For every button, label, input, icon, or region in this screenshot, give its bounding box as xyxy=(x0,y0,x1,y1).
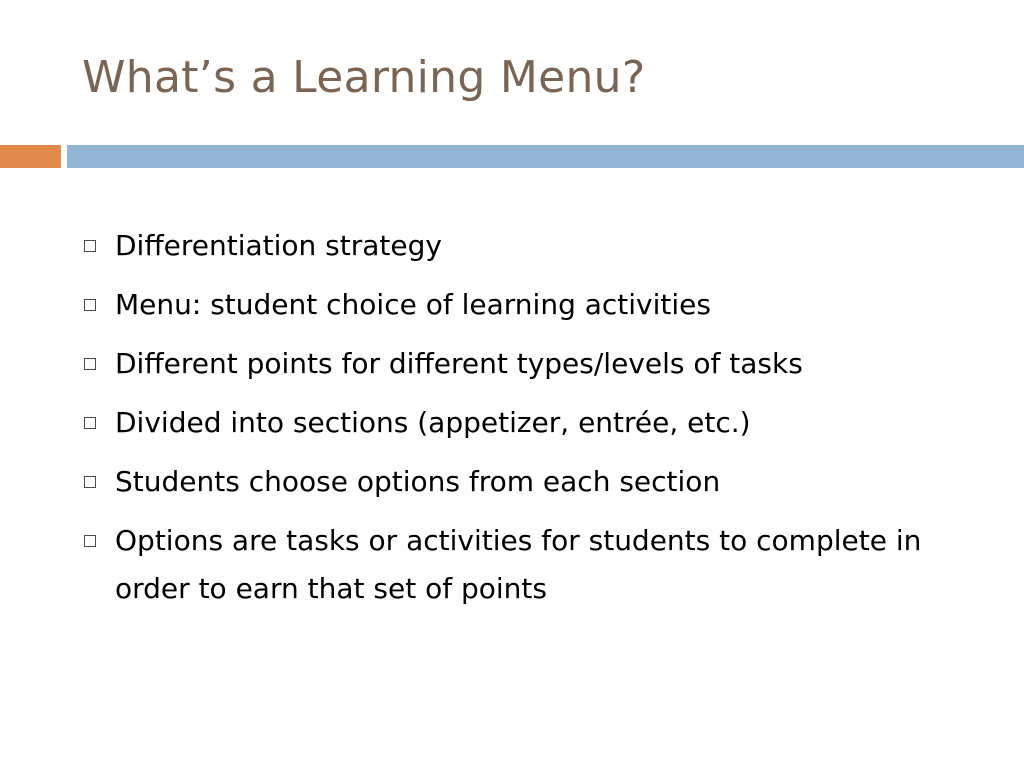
hollow-square-icon xyxy=(84,476,96,488)
hollow-square-icon xyxy=(84,299,96,311)
bullet-text: Options are tasks or activities for students to complete in order to earn that set of points xyxy=(115,524,922,605)
bullet-text: Menu: student choice of learning activities xyxy=(115,288,711,321)
list-item xyxy=(80,458,980,506)
hollow-square-icon xyxy=(84,240,96,252)
hollow-square-icon xyxy=(84,417,96,429)
list-item xyxy=(80,399,980,447)
slide-title: What’s a Learning Menu? xyxy=(82,52,646,103)
list-item xyxy=(80,281,980,329)
hollow-square-icon xyxy=(84,358,96,370)
bullet-text: Different points for different types/levels of tasks xyxy=(115,347,803,380)
bullet-text: Divided into sections (appetizer, entrée, etc.) xyxy=(115,406,751,439)
bullet-text: Students choose options from each section xyxy=(115,465,721,498)
bullet-list xyxy=(80,222,980,624)
hollow-square-icon xyxy=(84,535,96,547)
list-item xyxy=(80,222,980,270)
list-item xyxy=(80,340,980,388)
title-accent-bar xyxy=(0,145,61,168)
title-divider-bar xyxy=(67,145,1024,168)
bullet-text: Differentiation strategy xyxy=(115,229,442,262)
list-item xyxy=(80,517,980,613)
